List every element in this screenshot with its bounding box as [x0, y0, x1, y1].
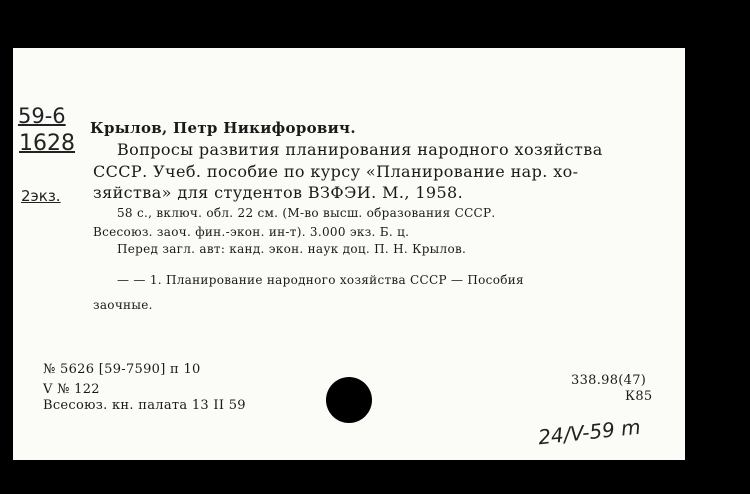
handwritten-copies-note: 2экз.: [21, 187, 61, 205]
catalog-card: [13, 48, 685, 460]
author-mark: К85: [625, 389, 653, 404]
subject-tracing-line-2: заочные.: [93, 298, 153, 312]
registry-number: № 5626 [59-7590] п 10: [43, 362, 201, 377]
title-line-1: Вопросы развития планирования народного хозяйства: [117, 140, 603, 159]
book-chamber-stamp: Всесоюз. кн. палата 13 II 59: [43, 398, 246, 413]
title-line-2: СССР. Учеб. пособие по курсу «Планирование нар. хо-: [93, 162, 579, 181]
collation-line-2: Всесоюз. заоч. фин.-экон. ин-т). 3.000 экз. Б. ц.: [93, 225, 410, 239]
handwritten-shelf-mark-top: 59-6: [18, 104, 66, 128]
author-heading: Крылов, Петр Никифорович.: [90, 119, 356, 137]
udc-classification: 338.98(47): [571, 373, 647, 388]
subject-tracing-line-1: — — 1. Планирование народного хозяйства СССР — Пособия: [117, 273, 524, 287]
collation-line-3: Перед загл. авт: канд. экон. наук доц. П. Н. Крылов.: [117, 242, 467, 256]
collation-line-1: 58 с., включ. обл. 22 см. (М-во высш. образования СССР.: [117, 206, 496, 220]
title-line-3: зяйства» для студентов ВЗФЭИ. М., 1958.: [93, 183, 464, 202]
handwritten-shelf-mark-bottom: 1628: [19, 131, 75, 156]
registry-volume: V № 122: [43, 382, 100, 397]
punch-hole: [326, 377, 372, 423]
handwritten-bottom-note: 24/V-59 m: [537, 414, 642, 450]
